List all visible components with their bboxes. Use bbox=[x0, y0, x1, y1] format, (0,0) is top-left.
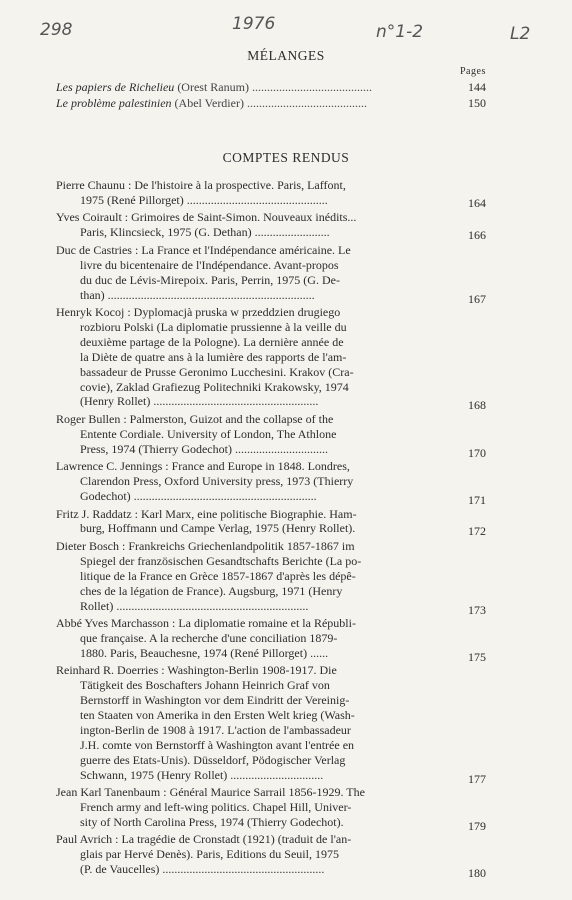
review-entry-line: (P. de Vaucelles) ...................................................... bbox=[80, 862, 325, 877]
review-entry-line: Tätigkeit des Boschafters Johann Heinrich Graf von bbox=[80, 678, 330, 693]
review-entry-page: 164 bbox=[468, 195, 486, 210]
review-entry-line: burg, Hoffmann und Campe Verlag, 1975 (Henry Rollet). bbox=[80, 521, 356, 536]
review-entry-line: guerre des Etats-Unis). Düsseldorf, Pödogischer Verlag bbox=[80, 752, 346, 767]
review-entry-page: 167 bbox=[468, 291, 486, 306]
review-entry-line: covie), Zaklad Grafiezug Politechniki Krakowsky, 1974 bbox=[80, 379, 349, 394]
review-entry-line: ington-Berlin de 1908 à 1917. L'action de l'ambassadeur bbox=[80, 722, 351, 737]
review-entry-first-line: Yves Coirault : Grimoires de Saint-Simon. Nouveaux inédits... bbox=[56, 210, 357, 225]
review-entry-line: Spiegel der französischen Gesandtschafts Berichte (La po- bbox=[80, 553, 362, 568]
review-entry-first-line: Roger Bullen : Palmerston, Guizot and the collapse of the bbox=[56, 411, 334, 426]
melanges-item-author: (Orest Ranum) ........................................ bbox=[177, 80, 372, 94]
review-entry-line: ches de la légation de France). Augsburg, 1971 (Henry bbox=[80, 583, 343, 598]
review-entry-line: Rollet) ................................................................ bbox=[80, 598, 309, 613]
review-entry-page: 180 bbox=[468, 866, 486, 881]
melanges-heading: MÉLANGES bbox=[247, 48, 325, 63]
handwritten-note-right: L2 bbox=[510, 24, 531, 44]
review-entry-first-line: Fritz J. Raddatz : Karl Marx, eine politische Biographie. Ham- bbox=[56, 506, 357, 521]
review-entry-line: J.H. comte von Bernstorff à Washington avant l'entrée en bbox=[80, 737, 355, 752]
review-entry-first-line: Duc de Castries : La France et l'Indépendance américaine. Le bbox=[56, 242, 351, 257]
melanges-item-title: Le problème palestinien bbox=[56, 96, 175, 110]
review-entry-page: 171 bbox=[468, 493, 486, 507]
comptes-rendus-heading: COMPTES RENDUS bbox=[222, 150, 350, 165]
review-entry-first-line: Pierre Chaunu : De l'histoire à la prospective. Paris, Laffont, bbox=[56, 178, 346, 192]
review-entry-line: Paris, Klincsieck, 1975 (G. Dethan) ......................... bbox=[80, 225, 330, 240]
review-entry-line: deuxième partage de la Pologne). La dernière année de bbox=[80, 334, 344, 349]
review-entry-line: Entente Cordiale. University of London, The Athlone bbox=[80, 426, 337, 441]
pages-column-label: Pages bbox=[460, 66, 486, 77]
review-entry-line: glais par Hervé Denès). Paris, Editions du Seuil, 1975 bbox=[80, 847, 339, 862]
melanges-item-title: Les papiers de Richelieu bbox=[56, 80, 178, 94]
review-entry-first-line: Dieter Bosch : Frankreichs Griechenlandpolitik 1857-1867 im bbox=[56, 538, 355, 553]
review-entry-line: Press, 1974 (Thierry Godechot) ............................... bbox=[80, 441, 328, 456]
review-entry-line: livre du bicentenaire de l'Indépendance. Avant-propos bbox=[80, 257, 339, 272]
review-entry-line: du duc de Lévis-Mirepoix. Paris, Perrin, 1975 (G. De- bbox=[80, 272, 340, 287]
review-entry-line: bassadeur de Prusse Geronimo Lucchesini. Krakov (Cra- bbox=[80, 364, 354, 379]
review-entry-line: Bernstorff in Washington vor dem Eindritt der Vereinig- bbox=[80, 693, 350, 708]
review-entry-line: sity of North Carolina Press, 1974 (Thierry Godechot). bbox=[80, 814, 344, 829]
review-entry-first-line: Henryk Kocoj : Dyplomacjà pruska w przeddzien drugiego bbox=[56, 305, 341, 319]
review-entry-page: 175 bbox=[468, 649, 486, 664]
melanges-item-author: (Abel Verdier) ........................................ bbox=[174, 96, 367, 110]
melanges-item bbox=[56, 96, 486, 111]
review-entry-first-line: Lawrence C. Jennings : France and Europe in 1848. Londres, bbox=[56, 459, 350, 474]
review-entry-line: than) ..................................................................... bbox=[80, 287, 315, 302]
handwritten-note-left: 298 bbox=[40, 20, 73, 40]
review-entry-first-line: Jean Karl Tanenbaum : Général Maurice Sarrail 1856-1929. The bbox=[56, 785, 365, 800]
review-entry-line: la Diète de quatre ans à la lumière des rapports de l'am- bbox=[80, 349, 347, 364]
review-entry-line: (Henry Rollet) ....................................................... bbox=[80, 394, 319, 409]
review-entry-line: Schwann, 1975 (Henry Rollet) ............................... bbox=[80, 767, 324, 782]
review-entry-line: Godechot) ............................................................. bbox=[80, 489, 317, 503]
handwritten-note-right-mid: n°1-2 bbox=[376, 22, 424, 42]
review-entry-first-line: Reinhard R. Doerries : Washington-Berlin 1908-1917. Die bbox=[56, 663, 337, 678]
review-entry-line: Clarendon Press, Oxford University press, 1973 (Thierry bbox=[80, 474, 354, 489]
melanges-item bbox=[56, 80, 486, 95]
review-entry-line: 1975 (René Pillorget) ............................................... bbox=[80, 192, 328, 207]
review-entry-page: 173 bbox=[468, 602, 486, 617]
review-entry-page: 170 bbox=[468, 445, 486, 460]
melanges-item-page: 150 bbox=[468, 96, 486, 110]
review-entry-page: 172 bbox=[468, 524, 486, 539]
review-entry-line: French army and left-wing politics. Chapel Hill, Univer- bbox=[80, 800, 352, 814]
melanges-item-page: 144 bbox=[468, 80, 486, 94]
review-entry-first-line: Abbé Yves Marchasson : La diplomatie romaine et la Républi- bbox=[56, 616, 356, 630]
review-entry-line: que française. A la recherche d'une conciliation 1879- bbox=[80, 630, 338, 645]
review-entry-page: 166 bbox=[468, 228, 486, 243]
review-entry-page: 177 bbox=[468, 771, 486, 786]
review-entry-page: 179 bbox=[468, 818, 486, 833]
review-entry-page: 168 bbox=[468, 398, 486, 413]
review-entry-first-line: Paul Avrich : La tragédie de Cronstadt (1921) (traduit de l'an- bbox=[56, 832, 352, 847]
review-entry-line: rozbioru Polski (La diplomatie prussienne à la veille du bbox=[80, 319, 347, 334]
handwritten-note-center: 1976 bbox=[232, 14, 276, 34]
review-entry-line: ten Staaten von Amerika in den Ersten Welt krieg (Wash- bbox=[80, 708, 355, 722]
review-entry-line: litique de la France en Grèce 1857-1867 d'après les dépê- bbox=[80, 568, 356, 583]
review-entry-line: 1880. Paris, Beauchesne, 1974 (René Pillorget) ...... bbox=[80, 645, 329, 660]
